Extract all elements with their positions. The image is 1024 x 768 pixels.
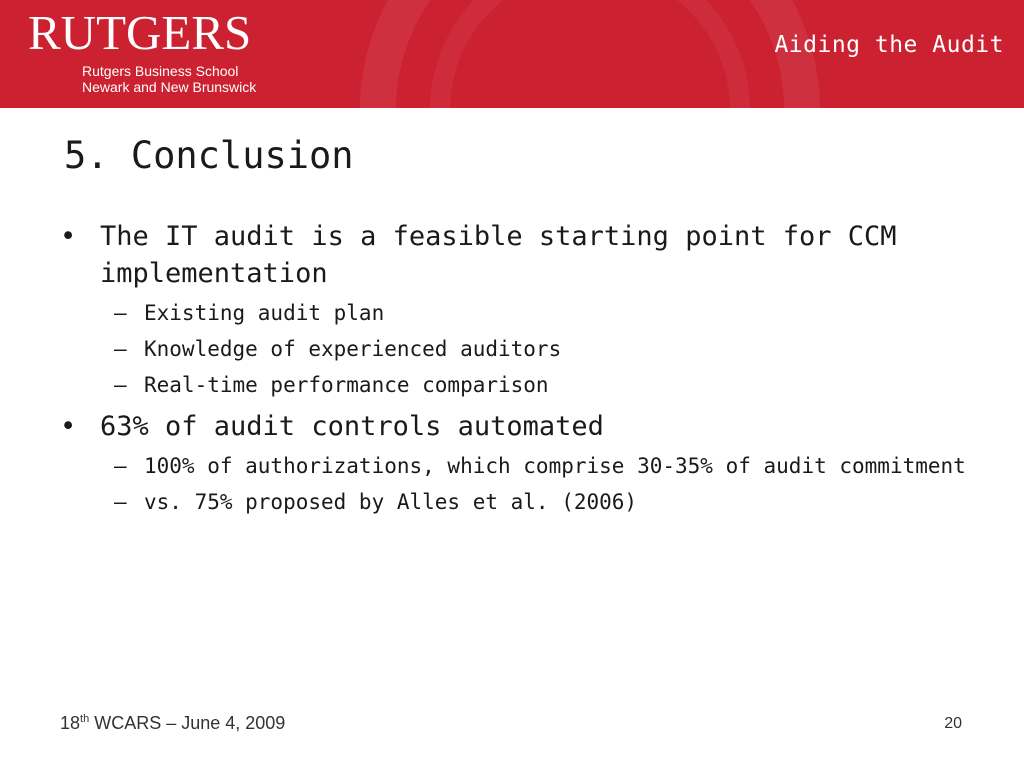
bullet-group-1 bbox=[60, 218, 980, 400]
bullet-dot-icon: • bbox=[60, 411, 77, 442]
sub-bullet-item bbox=[60, 487, 980, 517]
footer-event bbox=[60, 713, 285, 734]
footer-event-number: 18 bbox=[60, 713, 81, 733]
dash-icon: – bbox=[114, 373, 127, 397]
bullet-list bbox=[60, 216, 980, 525]
sub-bullet-text: Knowledge of experienced auditors bbox=[144, 337, 562, 361]
sub-bullet-text: Real-time performance comparison bbox=[144, 373, 549, 397]
sub-bullet-text: Existing audit plan bbox=[144, 301, 385, 325]
dash-icon: – bbox=[114, 337, 127, 361]
sub-bullet-text: vs. 75% proposed by Alles et al. (2006) bbox=[144, 490, 638, 514]
dash-icon: – bbox=[114, 454, 127, 478]
sub-bullet-item bbox=[60, 451, 980, 481]
sub-bullet-item bbox=[60, 334, 980, 364]
footer-event-text: WCARS – June 4, 2009 bbox=[89, 713, 286, 733]
slide-title: 5. Conclusion bbox=[64, 134, 354, 177]
school-line-2: Newark and New Brunswick bbox=[82, 79, 257, 95]
rutgers-logo: RUTGERS bbox=[28, 5, 252, 60]
bullet-text: The IT audit is a feasible starting point for CCM implementation bbox=[100, 221, 897, 289]
bullet-group-2 bbox=[60, 408, 980, 517]
bullet-text: 63% of audit controls automated bbox=[100, 411, 604, 442]
bullet-item bbox=[60, 408, 980, 445]
sub-bullet-text: 100% of authorizations, which comprise 30-35% of audit commitment bbox=[144, 454, 966, 478]
dash-icon: – bbox=[114, 301, 127, 325]
school-line-1: Rutgers Business School bbox=[82, 63, 239, 79]
bullet-dot-icon: • bbox=[60, 221, 77, 252]
school-name bbox=[82, 63, 256, 95]
deck-title: Aiding the Audit bbox=[774, 32, 1004, 58]
seal-watermark-inner bbox=[430, 0, 750, 108]
dash-icon: – bbox=[114, 490, 127, 514]
sub-bullet-item bbox=[60, 370, 980, 400]
bullet-item bbox=[60, 218, 980, 292]
sub-bullet-item bbox=[60, 298, 980, 328]
footer-event-ordinal: th bbox=[80, 713, 90, 725]
page-number: 20 bbox=[944, 715, 962, 732]
header-banner bbox=[0, 0, 1024, 108]
